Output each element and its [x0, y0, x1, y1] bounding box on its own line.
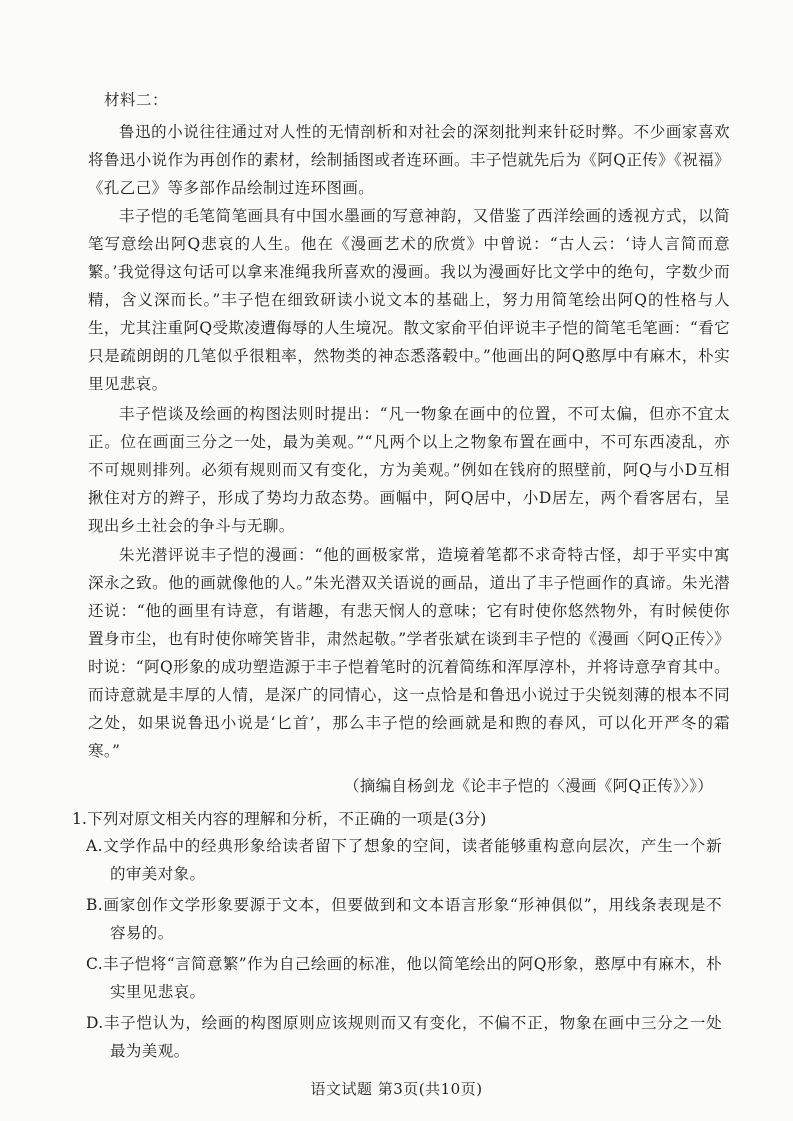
answer-options: [86, 832, 722, 1068]
paragraph-4: 朱光潜评说丰子恺的漫画：“他的画极家常，造境着笔都不求奇特古怪，却于平实中寓深永之致。他的画就像他的人。”朱光潜双关语说的画品，道出了丰子恺画作的真谛。朱光潜还说：“他的画里有诗意，有谐趣，有悲天悯人的意味；它有时使你悠然物外，有时候使你置身市尘，也有时使你啼笑皆非，肃然起敬。”学者张斌在谈到丰子恺的《漫画〈阿Q正传〉》时说：“阿Q形象的成功塑造源于丰子恺着笔时的沉着简练和浑厚淳朴，并将诗意孕育其中。而诗意就是丰厚的人情，是深广的同情心，这一点恰是和鲁迅小说过于尖锐刻薄的根本不同之处，如果说鲁迅小说是‘匕首’，那么丰子恺的绘画就是和煦的春风，可以化开严冬的霜寒。”: [88, 546, 730, 760]
paragraph-2: 丰子恺的毛笔简笔画具有中国水墨画的写意神韵，又借鉴了西洋绘画的透视方式，以简笔写意绘出阿Q悲哀的人生。他在《漫画艺术的欣赏》中曾说：“古人云：‘诗人言简而意繁。’我觉得这句话可以拿来准绳我所喜欢的漫画。我以为漫画好比文学中的绝句，字数少而精，含义深而长。”丰子恺在细致研读小说文本的基础上，努力用简笔绘出阿Q的性格与人生，尤其注重阿Q受欺凌遭侮辱的人生境况。散文家俞平伯评说丰子恺的简笔毛笔画：“看它只是疏朗朗的几笔似乎很粗率，然物类的神态悉落毂中。”他画出的阿Q憨厚中有麻木，朴实里见悲哀。: [88, 207, 730, 393]
option-b: B.画家创作文学形象要源于文本，但要做到和文本语言形象“形神俱似”，用线条表现是不容易的。: [86, 896, 722, 942]
paragraph-1: 鲁迅的小说往往通过对人性的无情剖析和对社会的深刻批判来针砭时弊。不少画家喜欢将鲁迅小说作为再创作的素材，绘制插图或者连环画。丰子恺就先后为《阿Q正传》《祝福》《孔乙己》等多部作品绘制过连环图画。: [88, 123, 730, 197]
option-d: D.丰子恺认为，绘画的构图原则应该规则而又有变化，不偏不正，物象在画中三分之一处最为美观。: [86, 1014, 722, 1060]
option-c: C.丰子恺将“言简意繁”作为自己绘画的标准，他以简笔绘出的阿Q形象，憨厚中有麻木，朴实里见悲哀。: [86, 955, 722, 1001]
page-footer: 语文试题 第3页(共10页): [310, 1080, 483, 1098]
paragraph-3: 丰子恺谈及绘画的构图法则时提出：“凡一物象在画中的位置，不可太偏，但亦不宜太正。位在画面三分之一处，最为美观。”“凡两个以上之物象布置在画中，不可东西凌乱，亦不可规则排列。必须有规则而又有变化，方为美观。”例如在钱府的照壁前，阿Q与小D互相揪住对方的辫子，形成了势均力敌态势。画幅中，阿Q居中，小D居左，两个看客居右，呈现出乡土社会的争斗与无聊。: [88, 405, 730, 535]
section-title: 材料二：: [104, 91, 169, 109]
source-citation: （摘编自杨剑龙《论丰子恺的〈漫画《阿Q正传》〉》）: [344, 777, 713, 795]
question-stem: 1.下列对原文相关内容的理解和分析，不正确的一项是(3分): [72, 810, 487, 828]
option-a: A.文学作品中的经典形象给读者留下了想象的空间，读者能够重构意向层次，产生一个新的审美对象。: [86, 837, 722, 883]
